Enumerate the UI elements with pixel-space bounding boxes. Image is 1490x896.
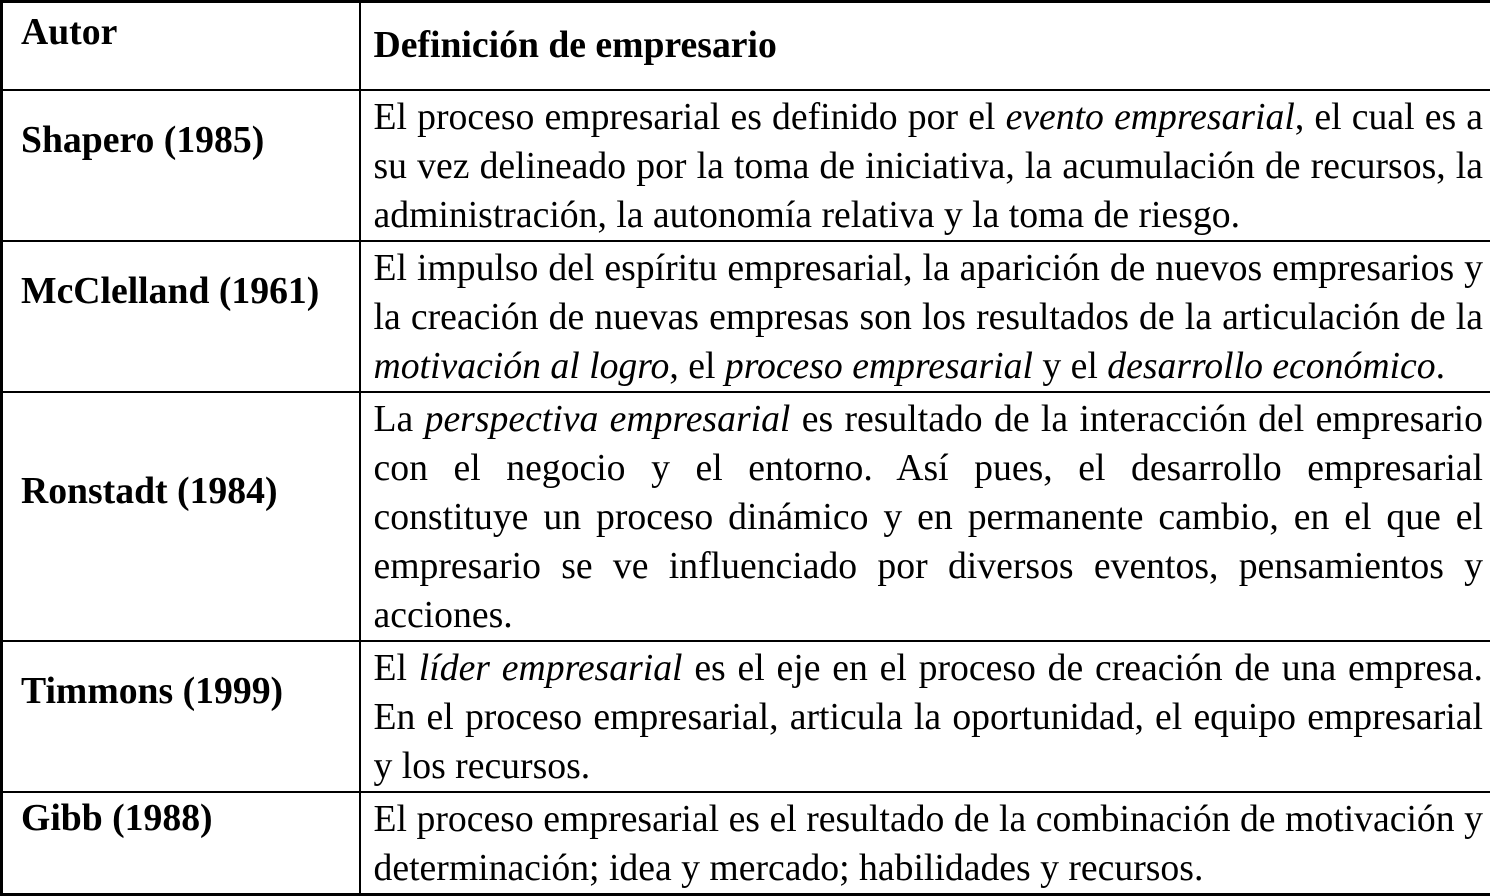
author-name: Gibb (1988) — [21, 794, 351, 892]
table-row — [2, 241, 1490, 392]
definition-cell — [360, 641, 1490, 792]
table-body — [2, 90, 1490, 895]
definition-text-segment: , el — [669, 345, 724, 387]
header-cell-definicion: Definición de empresario — [360, 2, 1490, 90]
definition-text-segment: El — [374, 647, 419, 689]
table-row — [2, 392, 1490, 641]
definition-text-segment: El proceso empresarial es el resultado de la combinación de motivación y determinación; idea y mercado; habilidades y recursos. — [374, 798, 1484, 889]
author-name: McClelland (1961) — [21, 267, 351, 365]
definition-text-segment: , el cual es a su vez delineado por la toma de iniciativa, la acumulación de recursos, la administración, la autonomía relativa y la toma de riesgo. — [374, 96, 1484, 236]
definition-text-segment: es resultado de la interacción del empresario con el negocio y el entorno. Así pues, el desarrollo empresarial constituye un proceso dinámico y en permanente cambio, en el que el empresario se ve influenciado por diversos eventos, pensamientos y acciones. — [374, 398, 1484, 636]
author-name: Timmons (1999) — [21, 667, 351, 765]
table-row — [2, 792, 1490, 895]
definition-cell — [360, 792, 1490, 895]
author-cell — [2, 641, 360, 792]
definition-cell — [360, 90, 1490, 241]
header-cell-autor: Autor — [2, 2, 360, 90]
header-row — [2, 2, 1490, 90]
author-cell — [2, 241, 360, 392]
definition-text-segment: La — [374, 398, 425, 440]
table-row — [2, 90, 1490, 241]
definition-text-segment: . — [1436, 345, 1445, 387]
definition-cell — [360, 392, 1490, 641]
author-name: Shapero (1985) — [21, 116, 351, 214]
author-cell — [2, 90, 360, 241]
definition-italic-segment: evento empresarial — [1006, 96, 1295, 138]
definition-italic-segment: desarrollo económico — [1107, 345, 1435, 387]
definition-cell — [360, 241, 1490, 392]
definition-italic-segment: proceso empresarial — [725, 345, 1033, 387]
author-cell — [2, 392, 360, 641]
definition-italic-segment: motivación al logro — [374, 345, 670, 387]
definition-italic-segment: líder empresarial — [419, 647, 683, 689]
author-name: Ronstadt (1984) — [21, 467, 351, 565]
definition-italic-segment: perspectiva empresarial — [425, 398, 791, 440]
definition-text-segment: y el — [1033, 345, 1107, 387]
table-row — [2, 641, 1490, 792]
definition-text-segment: El impulso del espíritu empresarial, la aparición de nuevos empresarios y la creación de nuevas empresas son los resultados de la articulación de la — [374, 247, 1484, 338]
definition-text-segment: es el eje en el proceso de creación de una empresa. En el proceso empresarial, articula la oportunidad, el equipo empresarial y los recursos. — [374, 647, 1484, 787]
author-cell — [2, 792, 360, 895]
definition-text-segment: El proceso empresarial es definido por el — [374, 96, 1006, 138]
